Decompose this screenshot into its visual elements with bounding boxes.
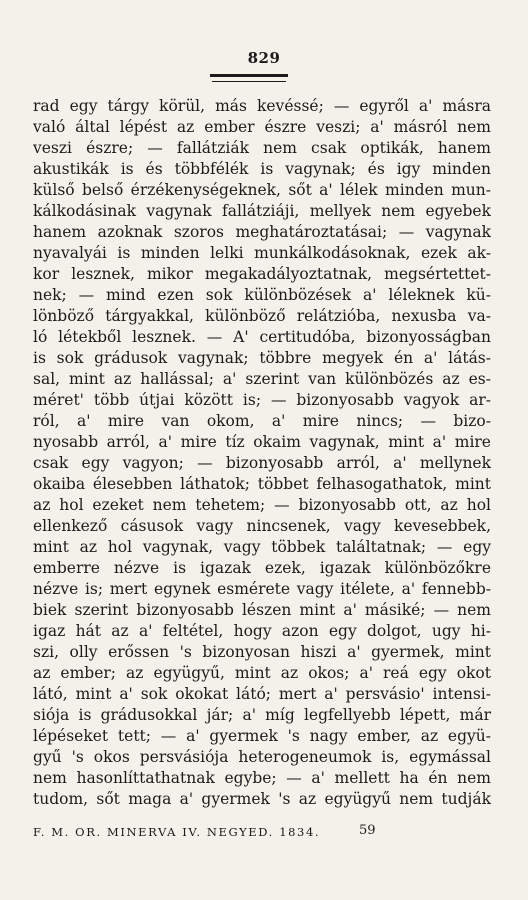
text-line: az ember; az együgyű, mint az okos; a' reá egy okot [33,664,491,682]
text-line: biek szerint bizonyosabb lészen mint a' másiké; — nem [33,601,491,619]
text-line: emberre nézve is igazak ezek, igazak különbözőkre [33,559,491,577]
text-line: okaiba élesebben láthatok; többet felhasogathatok, mint [33,475,491,493]
text-line: siója is grádusokkal jár; a' míg legfellyebb lépett, már [33,706,491,724]
text-line: csak egy vagyon; — bizonyosabb arról, a' mellynek [33,454,491,472]
text-line: külső belső érzékenységeknek, sőt a' lélek minden mun- [33,181,491,199]
text-line: az hol ezeket nem tehetem; — bizonyosabb ott, az hol [33,496,491,514]
text-line: nem hasonlíttathatnak egybe; — a' mellett ha én nem [33,769,491,787]
text-line: nyosabb arról, a' mire tíz okaim vagynak, mint a' mire [33,433,491,451]
page-footer [33,823,491,843]
text-line: ellenkező cásusok vagy nincsenek, vagy kevesebbek, [33,517,491,535]
footer-signature-number: 59 [359,823,376,838]
text-line: tudom, sőt maga a' gyermek 's az együgyű nem tudják [33,790,491,808]
text-line: ról, a' mire van okom, a' mire nincs; — bizo- [33,412,491,430]
text-line: igaz hát az a' feltétel, hogy azon egy dolgot, ugy hi- [33,622,491,640]
text-line: lönböző tárgyakkal, különböző relátzióba, nexusba va- [33,307,491,325]
header-rule-thick [210,74,288,77]
text-line: is sok grádusok vagynak; többre megyek én a' látás- [33,349,491,367]
text-line: veszi észre; — fallátziák nem csak optikák, hanem [33,139,491,157]
text-line: méret' több útjai között is; — bizonyosabb vagyok ar- [33,391,491,409]
text-line: sal, mint az hallással; a' szerint van különbözés az es- [33,370,491,388]
text-line: nek; — mind ezen sok különbözések a' léleknek kü- [33,286,491,304]
text-line: nézve is; mert egynek esmérete vagy itélete, a' fennebb- [33,580,491,598]
text-line: nyavalyái is minden lelki munkálkodásoknak, ezek ak- [33,244,491,262]
text-line: látó, mint a' sok okokat látó; mert a' persvásio' intensi- [33,685,491,703]
page-number: 829 [247,49,281,67]
body-text [33,96,491,810]
text-line: lépéseket tett; — a' gyermek 's nagy ember, az együ- [33,727,491,745]
text-line: gyű 's okos persvásiója heterogeneumok is, egymással [33,748,491,766]
text-line: ló létekből lesznek. — A' certitudóba, bizonyosságban [33,328,491,346]
text-line: hanem azoknak szoros meghatároztatásai; — vagynak [33,223,491,241]
header-rule-thin [212,81,286,82]
text-line: akustikák is és többfélék is vagynak; és igy minden [33,160,491,178]
footer-signature: F. M. OR. MINERVA IV. NEGYED. 1834. [33,825,321,839]
text-line: szi, olly erőssen 's bizonyosan hiszi a' gyermek, mint [33,643,491,661]
text-line: kálkodásinak vagynak fallátziáji, mellyek nem egyebek [33,202,491,220]
text-line: rad egy tárgy körül, más kevéssé; — egyről a' másra [33,97,491,115]
text-line: kor lesznek, mikor megakadályoztatnak, megsértettet- [33,265,491,283]
text-line: mint az hol vagynak, vagy többek találtatnak; — egy [33,538,491,556]
text-line: való által lépést az ember észre veszi; a' másról nem [33,118,491,136]
